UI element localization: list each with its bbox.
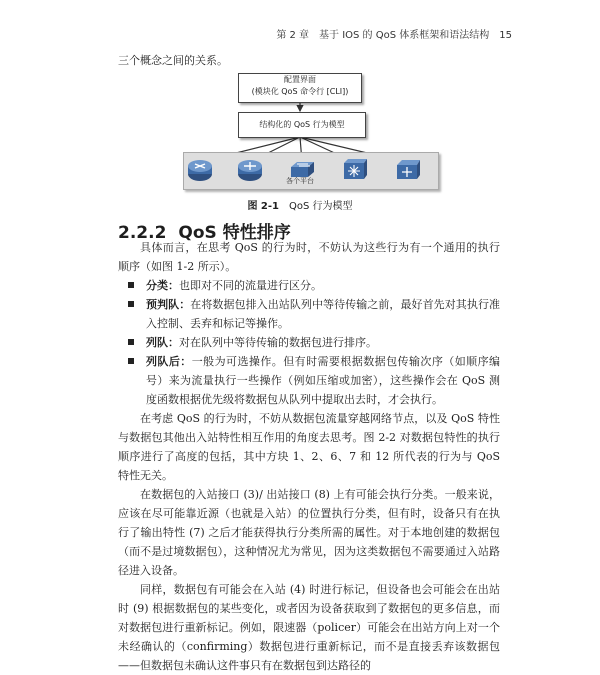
section-title: QoS 特性排序	[178, 223, 291, 243]
bullet-item	[118, 295, 500, 333]
intro-line: 三个概念之间的关系。	[118, 54, 228, 67]
figure-title: QoS 行为模型	[289, 201, 353, 212]
behavior-model-box	[238, 112, 366, 138]
platforms-label: 各个平台	[286, 177, 314, 185]
mqc-label: (模块化 QoS 命令行 [CLI])	[251, 87, 349, 96]
chapter-title: 第 2 章 基于 IOS 的 QoS 体系框架和语法结构	[276, 30, 490, 41]
bullet-term: 预判队：	[146, 298, 191, 311]
bullet-item	[118, 276, 500, 295]
bullet-term: 列队后：	[146, 355, 192, 368]
figure-caption	[0, 197, 600, 212]
paragraph-2: 在考虑 QoS 的行为时，不妨从数据包流量穿越网络节点，以及 QoS 特性与数据包其他出入站特性相互作用的角度去思考。图 2-2 对数据包特性的执行顺序进行了高度的包括，其中方块 1、2、6、7 和 12 所代表的行为与 QoS 特性无关。	[118, 412, 500, 482]
paragraph-1: 具体而言，在思考 QoS 的行为时，不妨认为这些行为有一个通用的执行顺序（如图 1-2 所示）。	[118, 241, 500, 273]
paragraph-3: 在数据包的入站接口 (3)/ 出站接口 (8) 上有可能会执行分类。一般来说，应该在尽可能靠近源（也就是入站）的位置执行分类，但有时，设备只有在执行了输出特性 (7) 之后才能获得执行分类所需的属性。对于本地创建的数据包（而不是过境数据包），这种情况尤为常见，因为这类数据包不需要通过入站路径进入设备。	[118, 488, 500, 577]
config-interface-box	[238, 73, 362, 103]
bullet-marker	[128, 301, 134, 307]
bullet-text: 也即对不同的流量进行区分。	[179, 279, 322, 292]
config-interface-label: 配置界面	[284, 75, 316, 84]
qos-behavior-diagram	[0, 0, 600, 220]
behavior-model-label: 结构化的 QoS 行为模型	[259, 120, 345, 129]
bullet-marker	[128, 339, 134, 345]
bullet-text: 在将数据包排入出站队列中等待传输之前，最好首先对其执行准入控制、丢弃和标记等操作。	[146, 298, 501, 330]
bullet-text: 一般为可选操作。但有时需要根据数据包传输次序（如顺序编号）来为流量执行一些操作（例如压缩或加密），这些操作会在 QoS 测度函数根据优先级将数据包从队列中提取出去时，才会执行。	[146, 355, 500, 406]
section-number: 2.2.2	[118, 223, 167, 243]
bullet-item	[118, 352, 500, 409]
body-text	[118, 238, 500, 675]
page-number: 15	[499, 30, 512, 41]
bullet-item	[118, 333, 500, 352]
bullet-term: 列队：	[146, 336, 179, 349]
bullet-term: 分类：	[146, 279, 179, 292]
paragraph-4: 同样，数据包有可能会在入站 (4) 时进行标记，但设备也会可能会在出站时 (9) 根据数据包的某些变化，或者因为设备获取到了数据包的更多信息，而对数据包进行重新标记。例如，限速器（policer）可能会在出站方向上对一个未经确认的（confirming）数据包进行重新标记，而不是直接丢弃该数据包——但数据包未确认这件事只有在数据包到达路径的	[118, 583, 500, 672]
figure-number: 图 2-1	[247, 201, 280, 212]
bullet-marker	[128, 282, 134, 288]
bullet-marker	[128, 358, 134, 364]
bullet-text: 对在队列中等待传输的数据包进行排序。	[179, 336, 377, 349]
